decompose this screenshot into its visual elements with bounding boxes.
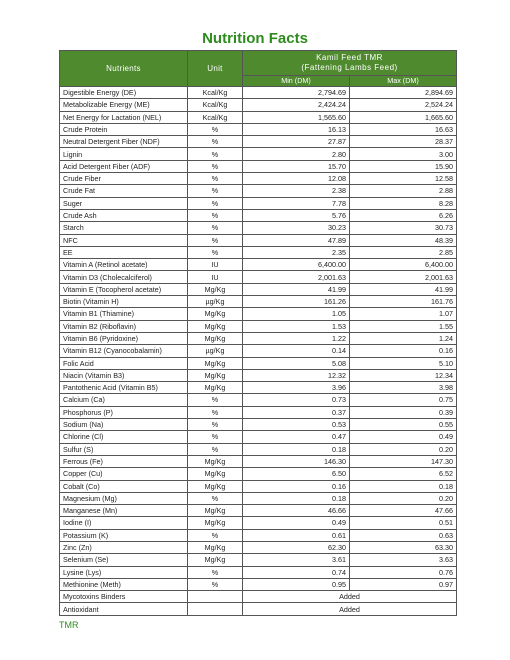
min-value: 7.78 bbox=[243, 197, 350, 209]
nutrient-name: Mycotoxins Binders bbox=[60, 591, 188, 603]
min-value: 12.32 bbox=[243, 369, 350, 381]
nutrient-unit bbox=[188, 591, 243, 603]
min-value: 3.96 bbox=[243, 382, 350, 394]
max-value: 6.26 bbox=[350, 209, 457, 221]
page-title: Nutrition Facts bbox=[202, 30, 308, 47]
nutrient-unit: % bbox=[188, 123, 243, 135]
added-value: Added bbox=[243, 591, 457, 603]
nutrient-name: Calcium (Ca) bbox=[60, 394, 188, 406]
max-value: 2,001.63 bbox=[350, 271, 457, 283]
table-row bbox=[60, 517, 457, 529]
table-row bbox=[60, 87, 457, 99]
nutrient-name: Crude Protein bbox=[60, 123, 188, 135]
min-value: 1.22 bbox=[243, 332, 350, 344]
max-value: 1.55 bbox=[350, 320, 457, 332]
min-value: 1,565.60 bbox=[243, 111, 350, 123]
nutrient-unit: Mg/Kg bbox=[188, 382, 243, 394]
nutrient-name: Sodium (Na) bbox=[60, 419, 188, 431]
nutrient-name: Phosphorus (P) bbox=[60, 406, 188, 418]
table-row bbox=[60, 197, 457, 209]
max-value: 15.90 bbox=[350, 160, 457, 172]
table-row bbox=[60, 431, 457, 443]
table-row bbox=[60, 320, 457, 332]
nutrient-unit: Mg/Kg bbox=[188, 468, 243, 480]
nutrient-name: Methionine (Meth) bbox=[60, 578, 188, 590]
min-value: 0.95 bbox=[243, 578, 350, 590]
nutrient-unit: Mg/Kg bbox=[188, 455, 243, 467]
nutrient-name: Vitamin E (Tocopherol acetate) bbox=[60, 283, 188, 295]
table-row bbox=[60, 443, 457, 455]
nutrient-unit: Mg/Kg bbox=[188, 357, 243, 369]
table-row bbox=[60, 308, 457, 320]
nutrient-name: Vitamin B1 (Thiamine) bbox=[60, 308, 188, 320]
min-value: 5.08 bbox=[243, 357, 350, 369]
nutrient-unit: % bbox=[188, 419, 243, 431]
table-row bbox=[60, 394, 457, 406]
table-row bbox=[60, 382, 457, 394]
header-feed-name: Kamil Feed TMR bbox=[316, 53, 383, 62]
nutrient-unit: Mg/Kg bbox=[188, 480, 243, 492]
nutrient-unit: Mg/Kg bbox=[188, 541, 243, 553]
nutrient-name: Folic Acid bbox=[60, 357, 188, 369]
nutrient-name: Ferrous (Fe) bbox=[60, 455, 188, 467]
table-row bbox=[60, 345, 457, 357]
min-value: 16.13 bbox=[243, 123, 350, 135]
max-value: 47.66 bbox=[350, 505, 457, 517]
table-row bbox=[60, 529, 457, 541]
table-row bbox=[60, 209, 457, 221]
max-value: 12.58 bbox=[350, 173, 457, 185]
table-row bbox=[60, 222, 457, 234]
max-value: 5.10 bbox=[350, 357, 457, 369]
min-value: 27.87 bbox=[243, 136, 350, 148]
min-value: 0.16 bbox=[243, 480, 350, 492]
nutrient-name: Crude Ash bbox=[60, 209, 188, 221]
nutrient-unit: % bbox=[188, 173, 243, 185]
header-feed bbox=[243, 51, 457, 76]
nutrient-name: Net Energy for Lactation (NEL) bbox=[60, 111, 188, 123]
nutrient-name: Crude Fat bbox=[60, 185, 188, 197]
max-value: 6.52 bbox=[350, 468, 457, 480]
max-value: 2.85 bbox=[350, 246, 457, 258]
nutrient-unit: % bbox=[188, 148, 243, 160]
max-value: 30.73 bbox=[350, 222, 457, 234]
table-row bbox=[60, 480, 457, 492]
table-row bbox=[60, 259, 457, 271]
nutrient-unit: % bbox=[188, 160, 243, 172]
nutrient-unit: % bbox=[188, 246, 243, 258]
nutrient-name: Iodine (I) bbox=[60, 517, 188, 529]
min-value: 2.38 bbox=[243, 185, 350, 197]
max-value: 63.30 bbox=[350, 541, 457, 553]
max-value: 0.49 bbox=[350, 431, 457, 443]
max-value: 0.76 bbox=[350, 566, 457, 578]
max-value: 28.37 bbox=[350, 136, 457, 148]
nutrient-unit: Mg/Kg bbox=[188, 517, 243, 529]
nutrient-name: Antioxidant bbox=[60, 603, 188, 615]
nutrient-name: Metabolizable Energy (ME) bbox=[60, 99, 188, 111]
nutrient-name: Potassium (K) bbox=[60, 529, 188, 541]
nutrient-name: Vitamin A (Retinol acetate) bbox=[60, 259, 188, 271]
max-value: 0.16 bbox=[350, 345, 457, 357]
table-row bbox=[60, 369, 457, 381]
min-value: 0.61 bbox=[243, 529, 350, 541]
footer-label: TMR bbox=[59, 620, 79, 630]
nutrient-unit: Mg/Kg bbox=[188, 332, 243, 344]
table-row bbox=[60, 99, 457, 111]
min-value: 3.61 bbox=[243, 554, 350, 566]
table-row bbox=[60, 123, 457, 135]
nutrient-unit: % bbox=[188, 222, 243, 234]
table-row bbox=[60, 173, 457, 185]
table-row bbox=[60, 566, 457, 578]
nutrient-name: Lysine (Lys) bbox=[60, 566, 188, 578]
nutrient-unit: % bbox=[188, 197, 243, 209]
nutrient-unit: % bbox=[188, 492, 243, 504]
table-row bbox=[60, 505, 457, 517]
nutrient-name: Biotin (Vitamin H) bbox=[60, 296, 188, 308]
nutrient-unit: Kcal/Kg bbox=[188, 99, 243, 111]
nutrient-unit: % bbox=[188, 136, 243, 148]
nutrient-unit: % bbox=[188, 185, 243, 197]
nutrient-unit: % bbox=[188, 234, 243, 246]
nutrient-name: Pantothenic Acid (Vitamin B5) bbox=[60, 382, 188, 394]
max-value: 41.99 bbox=[350, 283, 457, 295]
max-value: 0.55 bbox=[350, 419, 457, 431]
nutrient-name: Vitamin B12 (Cyanocobalamin) bbox=[60, 345, 188, 357]
table-row bbox=[60, 296, 457, 308]
table-row bbox=[60, 578, 457, 590]
table-row bbox=[60, 554, 457, 566]
max-value: 0.63 bbox=[350, 529, 457, 541]
max-value: 1.07 bbox=[350, 308, 457, 320]
table-row bbox=[60, 160, 457, 172]
max-value: 0.97 bbox=[350, 578, 457, 590]
table-row bbox=[60, 468, 457, 480]
table-row bbox=[60, 455, 457, 467]
min-value: 1.53 bbox=[243, 320, 350, 332]
min-value: 2,424.24 bbox=[243, 99, 350, 111]
min-value: 0.37 bbox=[243, 406, 350, 418]
nutrient-name: Neutral Detergent Fiber (NDF) bbox=[60, 136, 188, 148]
nutrient-name: Niacin (Vitamin B3) bbox=[60, 369, 188, 381]
min-value: 41.99 bbox=[243, 283, 350, 295]
nutrient-unit: Mg/Kg bbox=[188, 505, 243, 517]
header-min: Min (DM) bbox=[243, 76, 350, 87]
nutrient-name: Vitamin B2 (Riboflavin) bbox=[60, 320, 188, 332]
nutrient-unit: IU bbox=[188, 259, 243, 271]
header-nutrients: Nutrients bbox=[60, 51, 188, 87]
header-max: Max (DM) bbox=[350, 76, 457, 87]
nutrient-unit: Kcal/Kg bbox=[188, 87, 243, 99]
nutrient-name: Crude Fiber bbox=[60, 173, 188, 185]
min-value: 6,400.00 bbox=[243, 259, 350, 271]
nutrient-unit: % bbox=[188, 578, 243, 590]
min-value: 0.18 bbox=[243, 443, 350, 455]
min-value: 0.49 bbox=[243, 517, 350, 529]
table-row bbox=[60, 332, 457, 344]
max-value: 0.20 bbox=[350, 492, 457, 504]
nutrient-name: Suger bbox=[60, 197, 188, 209]
min-value: 0.74 bbox=[243, 566, 350, 578]
nutrient-unit: % bbox=[188, 394, 243, 406]
max-value: 3.00 bbox=[350, 148, 457, 160]
table-row bbox=[60, 591, 457, 603]
max-value: 3.98 bbox=[350, 382, 457, 394]
max-value: 8.28 bbox=[350, 197, 457, 209]
nutrient-unit: Mg/Kg bbox=[188, 554, 243, 566]
nutrient-name: Vitamin D3 (Cholecalciferol) bbox=[60, 271, 188, 283]
header-feed-subtitle: (Fattening Lambs Feed) bbox=[301, 63, 398, 72]
max-value: 6,400.00 bbox=[350, 259, 457, 271]
nutrient-name: Selenium (Se) bbox=[60, 554, 188, 566]
nutrient-name: Starch bbox=[60, 222, 188, 234]
nutrient-unit: Mg/Kg bbox=[188, 308, 243, 320]
min-value: 12.08 bbox=[243, 173, 350, 185]
table-row bbox=[60, 246, 457, 258]
min-value: 0.73 bbox=[243, 394, 350, 406]
min-value: 30.23 bbox=[243, 222, 350, 234]
nutrient-name: Sulfur (S) bbox=[60, 443, 188, 455]
max-value: 0.75 bbox=[350, 394, 457, 406]
nutrient-name: Acid Detergent Fiber (ADF) bbox=[60, 160, 188, 172]
header-unit: Unit bbox=[188, 51, 243, 87]
nutrient-name: NFC bbox=[60, 234, 188, 246]
table-row bbox=[60, 541, 457, 553]
nutrient-unit: Mg/Kg bbox=[188, 369, 243, 381]
min-value: 0.18 bbox=[243, 492, 350, 504]
nutrient-unit: µg/Kg bbox=[188, 345, 243, 357]
max-value: 12.34 bbox=[350, 369, 457, 381]
min-value: 0.53 bbox=[243, 419, 350, 431]
table-row bbox=[60, 185, 457, 197]
max-value: 2,524.24 bbox=[350, 99, 457, 111]
min-value: 2.35 bbox=[243, 246, 350, 258]
nutrient-name: Cobalt (Co) bbox=[60, 480, 188, 492]
nutrient-name: Zinc (Zn) bbox=[60, 541, 188, 553]
max-value: 0.18 bbox=[350, 480, 457, 492]
table-row bbox=[60, 148, 457, 160]
nutrient-name: Chlorine (Cl) bbox=[60, 431, 188, 443]
min-value: 5.76 bbox=[243, 209, 350, 221]
nutrient-unit: µg/Kg bbox=[188, 296, 243, 308]
table-body bbox=[60, 87, 457, 616]
max-value: 161.76 bbox=[350, 296, 457, 308]
nutrient-unit: % bbox=[188, 529, 243, 541]
max-value: 147.30 bbox=[350, 455, 457, 467]
min-value: 146.30 bbox=[243, 455, 350, 467]
min-value: 161.26 bbox=[243, 296, 350, 308]
min-value: 1.05 bbox=[243, 308, 350, 320]
nutrition-table bbox=[59, 50, 457, 616]
min-value: 62.30 bbox=[243, 541, 350, 553]
table-row bbox=[60, 136, 457, 148]
nutrient-name: Magnesium (Mg) bbox=[60, 492, 188, 504]
table-row bbox=[60, 419, 457, 431]
min-value: 6.50 bbox=[243, 468, 350, 480]
table-row bbox=[60, 283, 457, 295]
nutrient-name: EE bbox=[60, 246, 188, 258]
min-value: 15.70 bbox=[243, 160, 350, 172]
nutrient-unit: % bbox=[188, 443, 243, 455]
max-value: 16.63 bbox=[350, 123, 457, 135]
table-row bbox=[60, 271, 457, 283]
min-value: 47.89 bbox=[243, 234, 350, 246]
table-row bbox=[60, 357, 457, 369]
min-value: 0.47 bbox=[243, 431, 350, 443]
nutrient-name: Copper (Cu) bbox=[60, 468, 188, 480]
min-value: 2,794.69 bbox=[243, 87, 350, 99]
nutrient-unit: % bbox=[188, 209, 243, 221]
nutrient-unit: % bbox=[188, 431, 243, 443]
min-value: 46.66 bbox=[243, 505, 350, 517]
max-value: 2.88 bbox=[350, 185, 457, 197]
table-row bbox=[60, 603, 457, 615]
table-row bbox=[60, 234, 457, 246]
max-value: 3.63 bbox=[350, 554, 457, 566]
nutrient-unit: % bbox=[188, 406, 243, 418]
table-row bbox=[60, 492, 457, 504]
max-value: 1,665.60 bbox=[350, 111, 457, 123]
max-value: 0.51 bbox=[350, 517, 457, 529]
table-row bbox=[60, 111, 457, 123]
nutrient-unit: % bbox=[188, 566, 243, 578]
nutrient-name: Vitamin B6 (Pyridoxine) bbox=[60, 332, 188, 344]
min-value: 2,001.63 bbox=[243, 271, 350, 283]
max-value: 48.39 bbox=[350, 234, 457, 246]
nutrient-name: Digestible Energy (DE) bbox=[60, 87, 188, 99]
max-value: 0.20 bbox=[350, 443, 457, 455]
nutrient-unit: Mg/Kg bbox=[188, 320, 243, 332]
nutrient-unit bbox=[188, 603, 243, 615]
nutrient-name: Lignin bbox=[60, 148, 188, 160]
nutrient-unit: IU bbox=[188, 271, 243, 283]
min-value: 0.14 bbox=[243, 345, 350, 357]
max-value: 1.24 bbox=[350, 332, 457, 344]
max-value: 2,894.69 bbox=[350, 87, 457, 99]
added-value: Added bbox=[243, 603, 457, 615]
nutrient-name: Manganese (Mn) bbox=[60, 505, 188, 517]
nutrient-unit: Kcal/Kg bbox=[188, 111, 243, 123]
nutrient-unit: Mg/Kg bbox=[188, 283, 243, 295]
min-value: 2.80 bbox=[243, 148, 350, 160]
table-row bbox=[60, 406, 457, 418]
max-value: 0.39 bbox=[350, 406, 457, 418]
